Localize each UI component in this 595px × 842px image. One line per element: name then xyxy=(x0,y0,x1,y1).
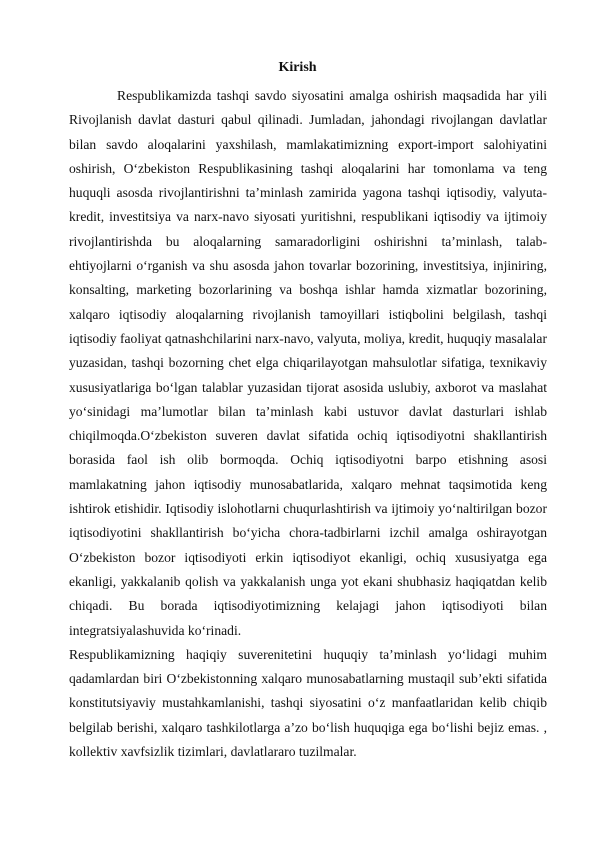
paragraph-sovereignty: Respublikamizning haqiqiy suverenitetini huquqiy ta’minlash yo‘lidagi muhim qadamlardan biri O‘zbekistonning xalqaro munosabatlarning mustaqil sub’ekti sifatida konstitutsiyaviy mustahkamlanishi, tashqi siyosatini o‘z manfaatlaridan kelib chiqib belgilab berishi, xalqaro tashkilotlarga a’zo bo‘lish huquqiga ega bo‘lishi bejiz emas. , kollektiv xavfsizlik tizimlari, davlatlararo tuzilmalar. xyxy=(69,646,547,760)
document-body xyxy=(69,84,547,764)
page-title: Kirish xyxy=(278,60,317,75)
paragraph-intro: Respublikamizda tashqi savdo siyosatini amalga oshirish maqsadida har yili Rivojlanish davlat dasturi qabul qilinadi. Jumladan, jahondagi rivojlangan davlatlar bilan savdo aloqalarini yaxshilash, mamlakatimizning export-import salohiyatini oshirish, O‘zbekiston Respublikasining tashqi aloqalarini har tomonlama va teng huquqli asosda rivojlantirishni ta’minlash zamirida yagona tashqi iqtisodiy, valyuta-kredit, investitsiya va narx-navo siyosati yuritishni, respublikani iqtisodiy va ijtimoiy rivojlantirishda bu aloqalarning samaradorligini oshirishni ta’minlash, talab-ehtiyojlarni o‘rganish va shu asosda jahon tovarlar bozorining, investitsiya, injiniring, konsalting, marketing bozorlarining va boshqa ishlar hamda xizmatlar bozorining, xalqaro iqtisodiy aloqalarning rivojlanish tamoyillari istiqbolini belgilash, tashqi iqtisodiy faoliyat qatnashchilarini narx-navo, valyuta, moliya, kredit, huquqiy masalalar yuzasidan, tashqi bozorning chet elga chiqarilayotgan mahsulotlar sifatiga, texnikaviy xususiyatlariga bo‘lgan talablar yuzasidan tijorat asosida uslubiy, axborot va maslahat yo‘sinidagi ma’lumotlar bilan ta’minlash kabi ustuvor davlat dasturlari ishlab chiqilmoqda.O‘zbekiston suveren davlat sifatida ochiq iqtisodiyotni shakllantirish borasida faol ish olib bormoqda. Ochiq iqtisodiyotni barpo etishning asosi mamlakatning jahon iqtisodiy munosabatlarida, xalqaro mehnat taqsimotida keng ishtirok etishidir. Iqtisodiy islohotlarni chuqurlashtirish va ijtimoiy yo‘naltirilgan bozor iqtisodiyotini shakllantirish bo‘yicha chora-tadbirlarni izchil amalga oshirayotgan O‘zbekiston bozor iqtisodiyoti erkin iqtisodiyot ekanligi, ochiq xususiyatga ega ekanligi, yakkalanib qolish va yakkalanish unga yot ekani shubhasiz haqiqatdan kelib chiqadi. Bu borada iqtisodiyotimizning kelajagi jahon iqtisodiyoti bilan integratsiyalashuvida ko‘rinadi. xyxy=(69,88,547,638)
